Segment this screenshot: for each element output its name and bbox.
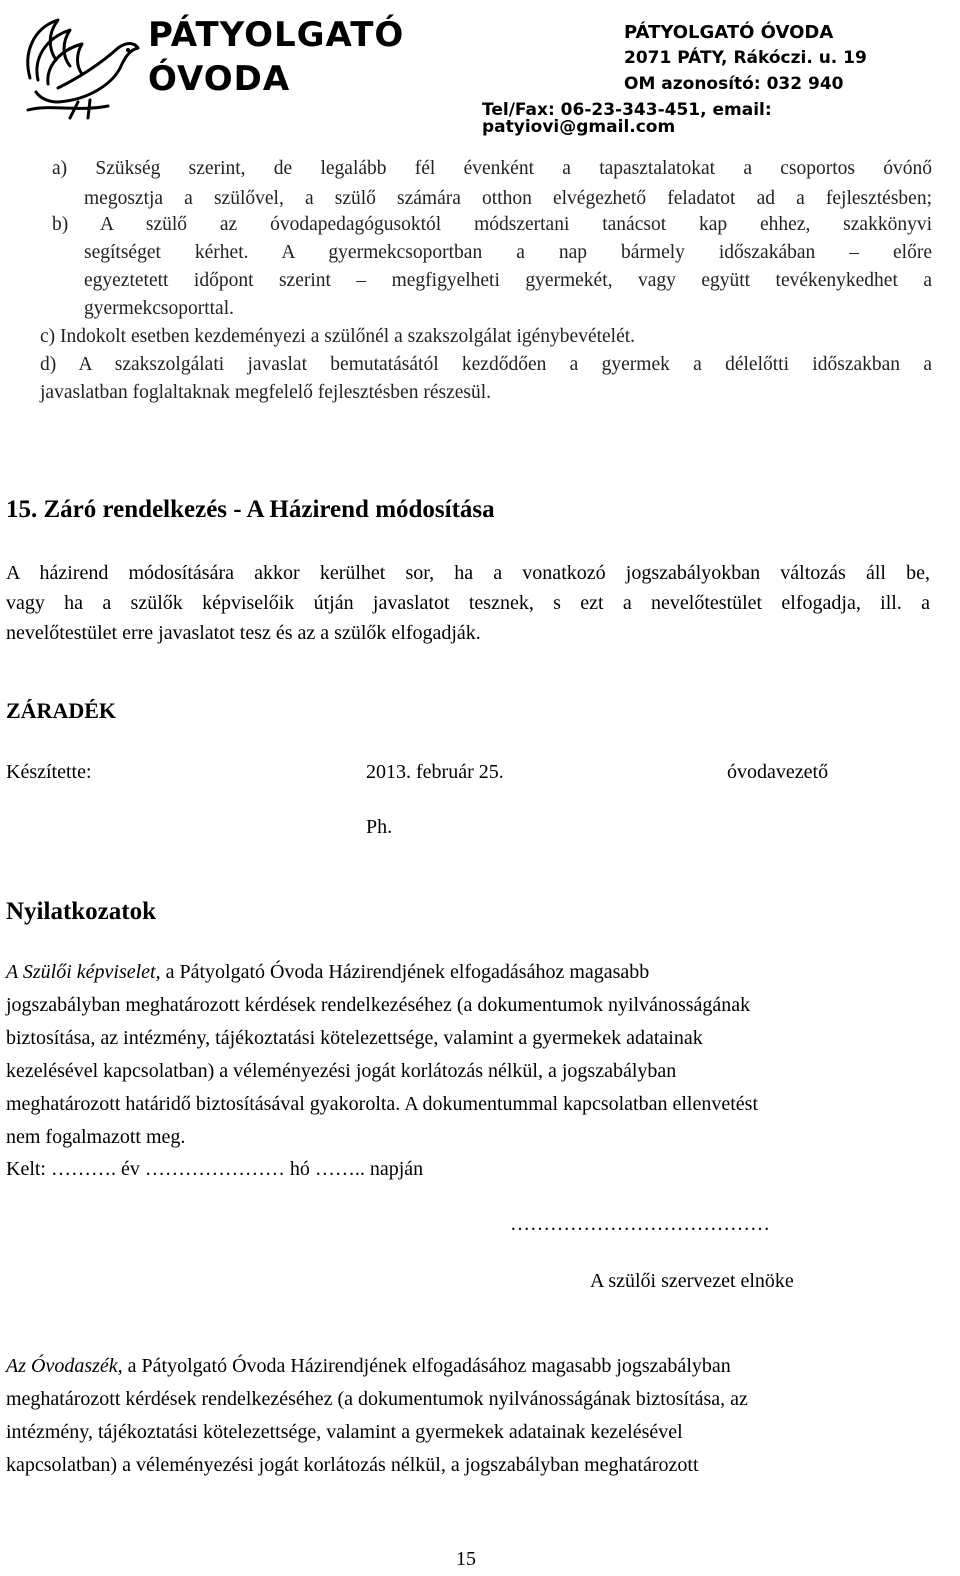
item-b-line2: segítséget kérhet. A gyermekcsoportban a nap bármely időszakában – előre xyxy=(84,242,932,263)
zaradek-heading: ZÁRADÉK xyxy=(6,698,117,723)
page-number: 15 xyxy=(456,1548,476,1570)
logo-title: PÁTYOLGATÓ xyxy=(148,15,405,55)
item-d-line2: javaslatban foglaltaknak megfelelő fejlesztésben részesül. xyxy=(40,382,492,403)
item-a-line2: megosztja a szülővel, a szülő számára otthon elvégezhető feladatot ad a fejlesztésben; xyxy=(84,188,932,209)
org-name: PÁTYOLGATÓ ÓVODA xyxy=(624,22,834,43)
statement-2-line2: meghatározott kérdések rendelkezéséhez (a dokumentumok nyilvánosságának biztosítása, az xyxy=(6,1388,748,1410)
section-15-line1: A házirend módosítására akkor kerülhet sor, ha a vonatkozó jogszabályokban változás áll be, xyxy=(6,562,930,584)
statements-heading: Nyilatkozatok xyxy=(6,898,156,925)
statement-1-line5: meghatározott határidő biztosításával gyakorolta. A dokumentummal kapcsolatban ellenvetést xyxy=(6,1093,759,1115)
org-om-id: OM azonosító: 032 940 xyxy=(624,74,844,94)
section-15-heading: 15. Záró rendelkezés - A Házirend módosítása xyxy=(6,496,495,523)
section-15-line2: vagy ha a szülők képviselőik útján javaslatot tesznek, s ezt a nevelőtestület elfogadja, ill. a xyxy=(6,592,930,614)
org-contact: Tel/Fax: 06-23-343-451, email: patyiovi@gmail.com xyxy=(482,100,772,137)
statement-2-line1 xyxy=(6,1352,731,1380)
statement-2-line3: intézmény, tájékoztatási kötelezettsége, valamint a gyermekek adatainak kezelésével xyxy=(6,1421,683,1443)
item-b-line1: b) A szülő az óvodapedagógusoktól módszertani tanácsot kap ehhez, szakkönyvi xyxy=(52,214,932,235)
dove-logo-icon xyxy=(18,8,143,123)
item-a-line1: a) Szükség szerint, de legalább fél évenként a tapasztalatokat a csoportos óvónő xyxy=(52,158,932,179)
prepared-role: óvodavezető xyxy=(727,761,829,783)
prepared-by-label: Készítette: xyxy=(6,761,92,783)
org-address: 2071 PÁTY, Rákóczi. u. 19 xyxy=(624,48,867,68)
signature-label: A szülői szervezet elnöke xyxy=(590,1270,794,1292)
statement-1-subject: A Szülői képviselet, xyxy=(6,961,161,983)
logo-subtitle: ÓVODA xyxy=(148,59,291,99)
item-b-line3: egyeztetett időpont szerint – megfigyelheti gyermekét, vagy együtt tevékenykedhet a xyxy=(84,270,932,291)
signature-line: ………………………………… xyxy=(510,1213,770,1235)
stamp-ph: Ph. xyxy=(366,816,393,838)
statement-1-line1-text: a Pátyolgató Óvoda Házirendjének elfogadásához magasabb xyxy=(160,961,650,983)
item-c: c) Indokolt esetben kezdeményezi a szülőnél a szakszolgálat igénybevételét. xyxy=(40,326,636,347)
statement-1-line6: nem fogalmazott meg. xyxy=(6,1126,186,1148)
statement-1-line4: kezelésével kapcsolatban) a véleményezési jogát korlátozás nélkül, a jogszabályban xyxy=(6,1060,677,1082)
statement-1-line3: biztosítása, az intézmény, tájékoztatási kötelezettsége, valamint a gyermekek adatainak xyxy=(6,1027,703,1049)
item-b-line4: gyermekcsoporttal. xyxy=(84,298,234,319)
statement-1-line1 xyxy=(6,958,649,986)
item-d-line1: d) A szakszolgálati javaslat bemutatásától kezdődően a gyermek a délelőtti időszakban a xyxy=(40,354,932,375)
statement-2-line4: kapcsolatban) a véleményezési jogát korlátozás nélkül, a jogszabályban meghatározott xyxy=(6,1454,699,1476)
statement-2-line1-text: a Pátyolgató Óvoda Házirendjének elfogadásához magasabb jogszabályban xyxy=(122,1355,731,1377)
section-15-line3: nevelőtestület erre javaslatot tesz és az a szülők elfogadják. xyxy=(6,622,481,644)
date-placeholder: Kelt: ………. év ………………… hó …….. napján xyxy=(6,1158,424,1180)
statement-2-subject: Az Óvodaszék, xyxy=(6,1355,123,1377)
statement-1-line2: jogszabályban meghatározott kérdések rendelkezéséhez (a dokumentumok nyilvánosságának xyxy=(6,994,751,1016)
prepared-date: 2013. február 25. xyxy=(366,761,504,783)
